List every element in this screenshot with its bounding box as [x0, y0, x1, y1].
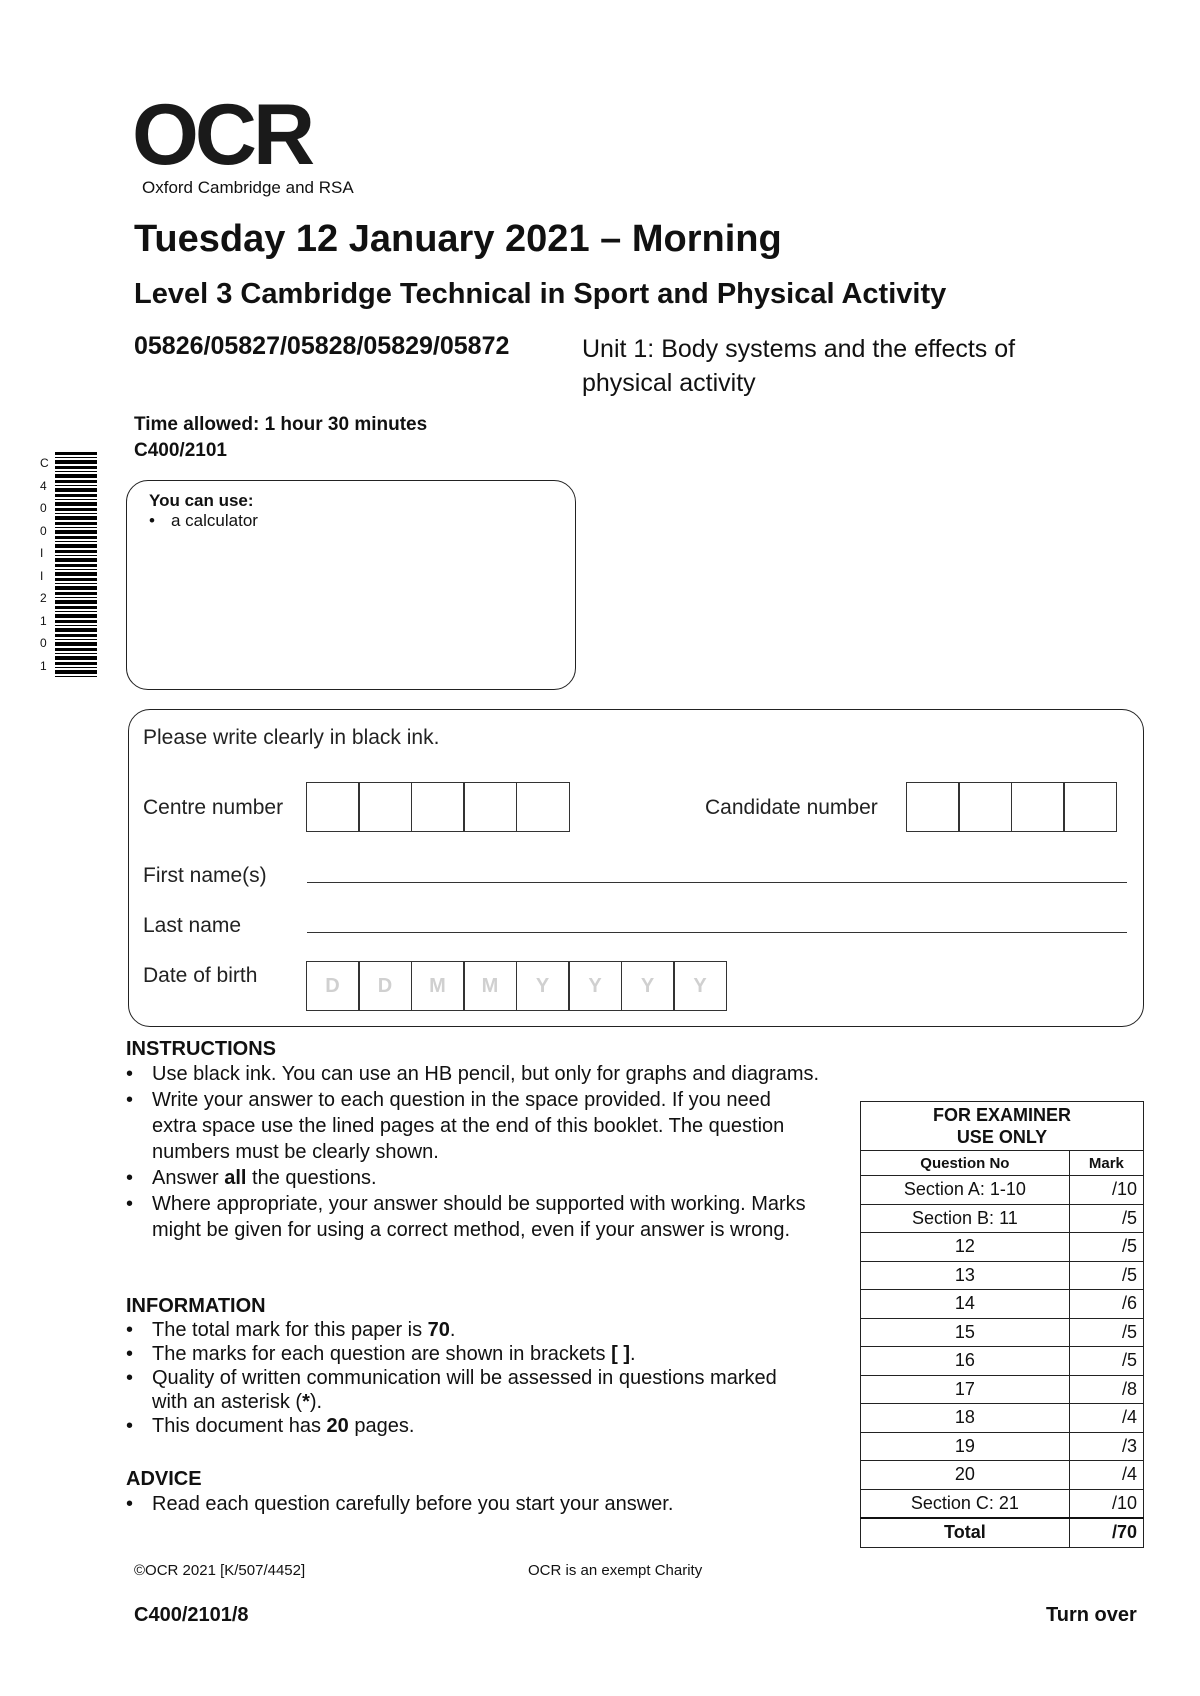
candidate-number-cell[interactable]: [958, 782, 1012, 832]
date-of-birth-cell[interactable]: Y: [516, 961, 570, 1011]
candidate-number-grid: [907, 782, 1117, 832]
instructions-list: [126, 1061, 826, 1243]
barcode-digit: I: [40, 568, 44, 583]
examiner-table-row: [861, 1290, 1144, 1319]
question-number-cell: Section A: 1-10: [861, 1176, 1070, 1205]
examiner-use-table: [860, 1101, 1144, 1548]
instructions-heading: INSTRUCTIONS: [126, 1038, 276, 1060]
advice-heading: ADVICE: [126, 1468, 202, 1490]
mark-cell: /3: [1069, 1432, 1143, 1461]
unit-title: Unit 1: Body systems and the effects of physical activity: [582, 335, 1016, 397]
time-allowed-text: Time allowed: 1 hour 30 minutes: [134, 414, 428, 435]
date-of-birth-cell[interactable]: Y: [621, 961, 675, 1011]
first-name-line[interactable]: [307, 882, 1127, 883]
information-text: .: [449, 1319, 456, 1341]
instructions-section: [126, 1038, 826, 1243]
question-number-cell: Section B: 11: [861, 1204, 1070, 1233]
barcode-digits: [40, 452, 50, 677]
instruction-item: • Write your answer to each question in the space provided. If you need extra space use the lined pages at the end of this booklet. The question numbers must be clearly shown.: [126, 1087, 792, 1165]
information-bold: [ ]: [611, 1343, 631, 1365]
centre-number-cell[interactable]: [306, 782, 360, 832]
you-can-use-box: [126, 480, 576, 690]
information-text: ).: [309, 1391, 323, 1413]
mark-cell: /4: [1069, 1461, 1143, 1490]
footer-paper-code: C400/2101/8: [134, 1604, 249, 1626]
centre-number-label: Centre number: [143, 796, 284, 819]
mark-cell: /8: [1069, 1375, 1143, 1404]
question-number-cell: 19: [861, 1432, 1070, 1461]
question-number-cell: 20: [861, 1461, 1070, 1490]
information-item: [126, 1318, 786, 1342]
information-text: This document has: [152, 1415, 327, 1437]
information-bold: 70: [427, 1319, 450, 1341]
information-heading: INFORMATION: [126, 1295, 266, 1317]
mark-cell: /5: [1069, 1347, 1143, 1376]
specification-codes: 05826/05827/05828/05829/05872: [134, 332, 510, 360]
total-mark: /70: [1069, 1518, 1143, 1547]
date-of-birth-cell[interactable]: D: [306, 961, 360, 1011]
time-allowed: [134, 412, 427, 464]
information-text: Quality of written communication will be assessed in questions marked with an asterisk (: [152, 1367, 777, 1413]
total-label: Total: [861, 1518, 1070, 1547]
question-no-header: Question No: [861, 1151, 1070, 1176]
examiner-table-row: [861, 1489, 1144, 1518]
copyright-notice: ©OCR 2021 [K/507/4452]: [134, 1562, 306, 1579]
mark-cell: /10: [1069, 1176, 1143, 1205]
advice-section: [126, 1468, 846, 1517]
date-of-birth-label: Date of birth: [143, 964, 258, 987]
examiner-heading-line: USE ONLY: [956, 1127, 1048, 1147]
mark-cell: /6: [1069, 1290, 1143, 1319]
information-bold: *: [302, 1391, 310, 1413]
advice-list: [126, 1491, 846, 1517]
you-can-use-heading: You can use:: [149, 491, 254, 510]
question-number-cell: 15: [861, 1318, 1070, 1347]
candidate-number-cell[interactable]: [1063, 782, 1117, 832]
date-of-birth-cell[interactable]: Y: [568, 961, 622, 1011]
candidate-number-cell[interactable]: [906, 782, 960, 832]
information-item: [126, 1366, 786, 1414]
information-text: .: [630, 1343, 636, 1365]
turn-over-label: Turn over: [1046, 1604, 1137, 1626]
examiner-table-row: [861, 1176, 1144, 1205]
mark-cell: /5: [1069, 1318, 1143, 1347]
examiner-table-row: [861, 1233, 1144, 1262]
question-number-cell: 18: [861, 1404, 1070, 1433]
ocr-logo: OCR: [132, 87, 312, 183]
barcode-digit: 0: [40, 636, 47, 650]
question-number-cell: 12: [861, 1233, 1070, 1262]
examiner-table-row: [861, 1347, 1144, 1376]
candidate-details-box: [128, 709, 1144, 1027]
mark-cell: /4: [1069, 1404, 1143, 1433]
candidate-number-label: Candidate number: [705, 796, 878, 819]
instruction-item: [126, 1165, 826, 1191]
barcode-digit: C: [40, 456, 49, 470]
mark-cell: /5: [1069, 1233, 1143, 1262]
information-text: The marks for each question are shown in brackets: [152, 1343, 612, 1365]
question-number-cell: 16: [861, 1347, 1070, 1376]
barcode-digit: I: [40, 546, 44, 560]
barcode-digit: 0: [40, 523, 47, 538]
mark-cell: /5: [1069, 1204, 1143, 1233]
centre-number-cell[interactable]: [358, 782, 412, 832]
examiner-table-row: [861, 1318, 1144, 1347]
centre-number-cell[interactable]: [516, 782, 570, 832]
examiner-table-row: [861, 1432, 1144, 1461]
information-section: [126, 1295, 786, 1438]
information-item: [126, 1342, 786, 1366]
date-of-birth-grid: [307, 961, 727, 1011]
examiner-table-row: [861, 1404, 1144, 1433]
examiner-table-row: [861, 1261, 1144, 1290]
candidate-number-cell[interactable]: [1011, 782, 1065, 832]
date-of-birth-cell[interactable]: D: [358, 961, 412, 1011]
qualification-title: Level 3 Cambridge Technical in Sport and Physical Activity: [134, 278, 947, 310]
information-item: [126, 1414, 786, 1438]
barcode-digit: 4: [40, 478, 47, 493]
last-name-label: Last name: [143, 914, 242, 937]
question-number-cell: Section C: 21: [861, 1489, 1070, 1518]
examiner-table-row: [861, 1204, 1144, 1233]
examiner-table-row: [861, 1375, 1144, 1404]
date-of-birth-cell[interactable]: M: [463, 961, 517, 1011]
mark-header: Mark: [1069, 1151, 1143, 1176]
instruction-item: • Use black ink. You can use an HB pencil, but only for graphs and diagrams.: [126, 1061, 972, 1087]
date-of-birth-cell[interactable]: M: [411, 961, 465, 1011]
you-can-use-item: • a calculator: [149, 511, 553, 531]
question-number-cell: 17: [861, 1375, 1070, 1404]
ocr-logo-subtitle: Oxford Cambridge and RSA: [142, 178, 354, 197]
information-text: pages.: [348, 1415, 415, 1437]
instruction-text: Answer: [152, 1167, 225, 1189]
last-name-line[interactable]: [307, 932, 1127, 933]
information-bold: 20: [326, 1415, 349, 1437]
barcode-digit: 1: [40, 613, 47, 628]
barcode-digit: 1: [40, 658, 47, 673]
paper-code: C400/2101: [134, 440, 227, 461]
first-name-label: First name(s): [143, 864, 267, 887]
instruction-bold: all: [224, 1167, 247, 1189]
write-clearly-instruction: Please write clearly in black ink.: [143, 726, 440, 749]
mark-cell: /5: [1069, 1261, 1143, 1290]
instruction-item: • Where appropriate, your answer should be supported with working. Marks might be given for using a correct method, even if your answer is wrong.: [126, 1191, 852, 1243]
barcode-image: [55, 452, 97, 677]
centre-number-grid: [307, 782, 570, 832]
examiner-table-row: [861, 1461, 1144, 1490]
information-text: The total mark for this paper is: [152, 1319, 428, 1341]
question-number-cell: 13: [861, 1261, 1070, 1290]
information-list: [126, 1318, 786, 1438]
mark-cell: /10: [1069, 1489, 1143, 1518]
advice-item: • Read each question carefully before you start your answer.: [126, 1491, 846, 1517]
date-of-birth-cell[interactable]: Y: [673, 961, 727, 1011]
total-row: [861, 1518, 1144, 1547]
instruction-text: the questions.: [246, 1167, 377, 1189]
question-number-cell: 14: [861, 1290, 1070, 1319]
examiner-heading-line: FOR EXAMINER: [932, 1105, 1071, 1125]
barcode-digit: 0: [40, 501, 47, 515]
barcode-digit: 2: [40, 591, 47, 605]
centre-number-cell[interactable]: [411, 782, 465, 832]
centre-number-cell[interactable]: [463, 782, 517, 832]
charity-notice: OCR is an exempt Charity: [528, 1562, 703, 1579]
exam-date-title: Tuesday 12 January 2021 – Morning: [134, 218, 782, 260]
examiner-table-heading: [861, 1102, 1144, 1151]
